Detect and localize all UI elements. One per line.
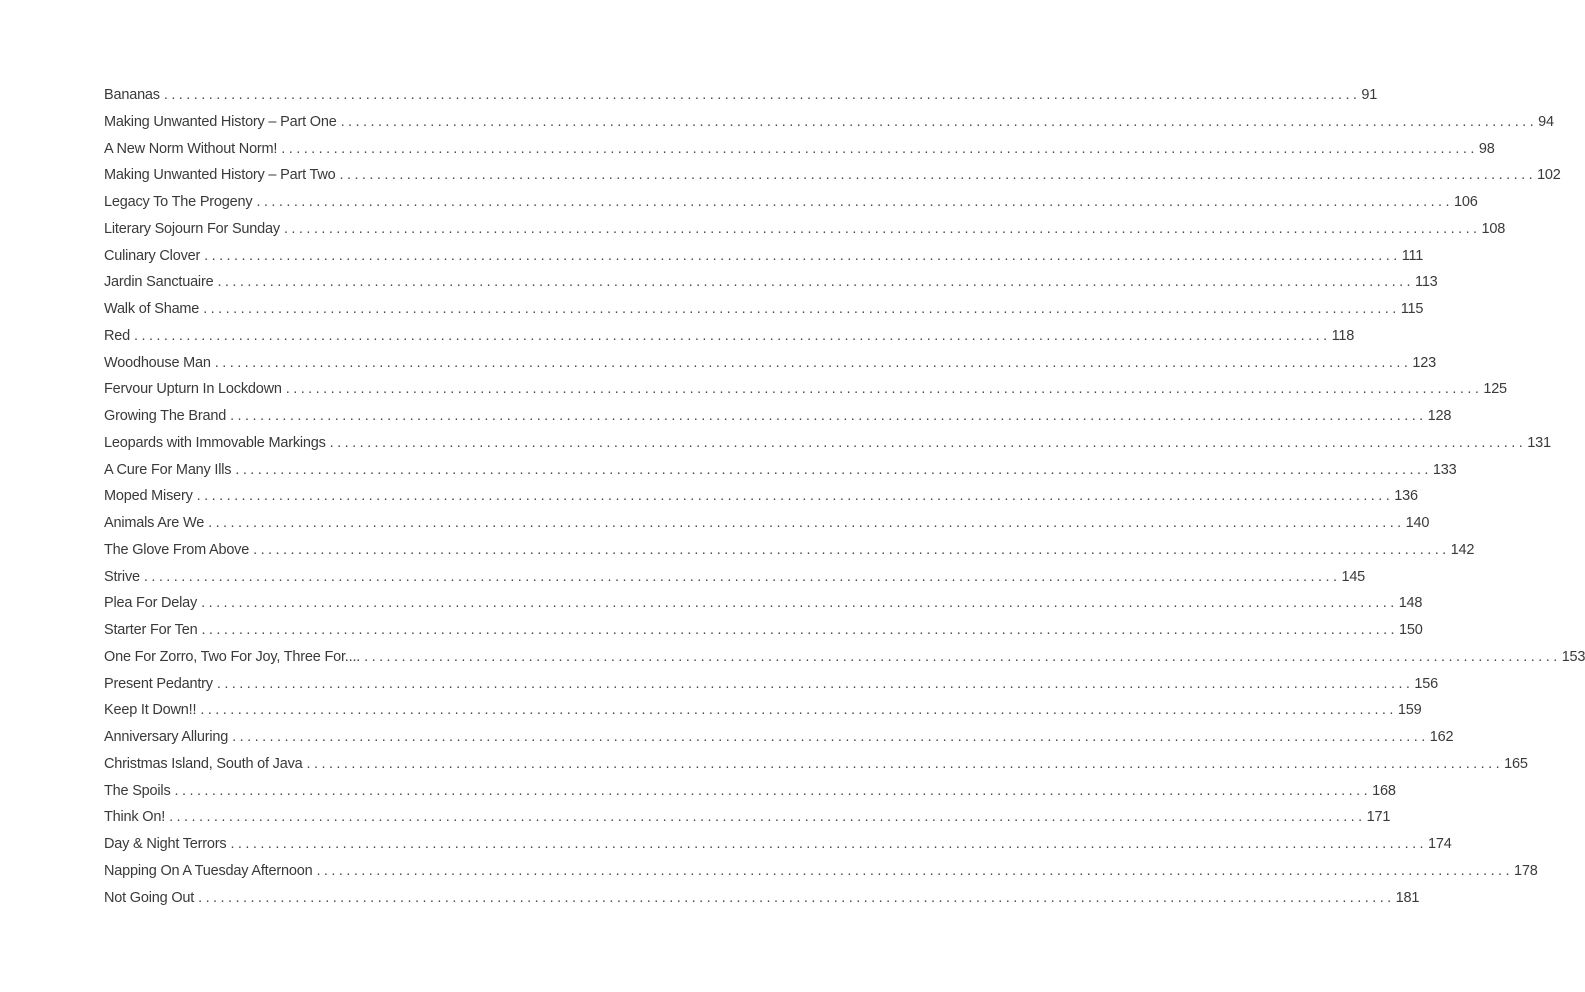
toc-entry-title: Walk of Shame [104,301,200,317]
toc-entry-page-number: 178 [1514,862,1538,879]
dot-leader: ................................................................................................................................................................ [203,301,1400,317]
toc-entry-title: Fervour Upturn In Lockdown [104,381,282,398]
dot-leader: ................................................................................................................................................................ [204,247,1401,264]
toc-entry-title: Red [104,327,130,344]
toc-entry-page-number: 153 [1561,648,1585,665]
toc-entry-page-number: 162 [1429,729,1454,745]
toc-entry-title: Christmas Island, South of Java [104,755,303,772]
toc-entry[interactable] [104,885,1420,912]
toc-entry[interactable] [104,269,1438,296]
toc-entry-title: Making Unwanted History – Part Two [104,167,336,184]
dot-leader: ................................................................................................................................................................ [134,327,1331,344]
toc-entry-page-number: 150 [1399,622,1423,638]
toc-entry-page-number: 108 [1481,220,1506,237]
toc-entry-page-number: 142 [1450,541,1475,558]
toc-entry[interactable] [104,323,1355,350]
dot-leader: ................................................................................................................................................................ [230,408,1427,424]
dot-leader: ................................................................................................................................................................ [217,274,1415,291]
dot-leader: ................................................................................................................................................................ [196,488,1394,505]
toc-entry[interactable] [104,136,1495,163]
dot-leader: ................................................................................................................................................................ [201,595,1398,612]
toc-entry[interactable] [104,590,1423,617]
toc-entry-page-number: 98 [1478,140,1495,157]
table-of-contents [104,82,1585,911]
toc-entry[interactable] [104,109,1554,136]
dot-leader: ................................................................................................................................................................ [253,541,1450,558]
toc-entry-page-number: 115 [1400,301,1424,317]
dot-leader: ................................................................................................................................................................ [316,862,1514,879]
toc-entry-page-number: 136 [1394,488,1418,505]
toc-entry-title: Moped Misery [104,488,193,505]
toc-entry-page-number: 123 [1412,354,1436,371]
dot-leader: ................................................................................................................................................................ [281,140,1478,157]
toc-entry-page-number: 102 [1537,167,1561,184]
dot-leader: ................................................................................................................................................................ [163,87,1361,103]
toc-entry-title: Culinary Clover [104,247,201,264]
dot-leader: ................................................................................................................................................................ [329,434,1527,451]
toc-entry[interactable] [104,189,1478,216]
dot-leader: ................................................................................................................................................................ [200,702,1397,719]
toc-entry-title: Bananas [104,87,160,103]
toc-entry-page-number: 145 [1341,568,1366,585]
toc-entry-page-number: 128 [1427,408,1452,424]
toc-entry-title: Jardin Sanctuaire [104,274,214,291]
toc-entry[interactable] [104,804,1391,831]
toc-entry[interactable] [104,483,1418,510]
toc-entry-page-number: 91 [1361,87,1378,103]
toc-entry[interactable] [104,537,1475,564]
toc-entry-page-number: 165 [1504,755,1528,772]
toc-entry-title: Legacy To The Progeny [104,194,253,210]
dot-leader: ................................................................................................................................................................ [232,729,1429,745]
toc-entry-title: The Glove From Above [104,541,250,558]
toc-entry-title: Making Unwanted History – Part One [104,113,337,130]
toc-entry[interactable] [104,751,1528,778]
toc-entry-page-number: 131 [1527,434,1551,451]
toc-entry-title: Woodhouse Man [104,354,211,371]
toc-entry[interactable] [104,671,1439,698]
toc-entry-page-number: 174 [1428,836,1452,852]
toc-entry-page-number: 106 [1454,194,1478,210]
toc-entry[interactable] [104,697,1422,724]
toc-entry-page-number: 118 [1331,327,1355,344]
toc-entry-title: Plea For Delay [104,595,198,612]
toc-entry-page-number: 168 [1372,782,1396,799]
toc-entry[interactable] [104,162,1561,189]
toc-entry-title: Not Going Out [104,889,195,906]
toc-entry[interactable] [104,858,1538,885]
toc-entry-page-number: 94 [1538,113,1554,130]
toc-entry-title: Keep It Down!! [104,702,197,719]
toc-entry[interactable] [104,430,1551,457]
toc-entry-page-number: 148 [1398,595,1423,612]
dot-leader: ................................................................................................................................................................ [208,515,1405,531]
toc-entry[interactable] [104,82,1378,109]
dot-leader: ................................................................................................................................................................ [285,381,1483,398]
dot-leader: ................................................................................................................................................................ [283,220,1481,237]
dot-leader: ................................................................................................................................................................ [198,889,1395,906]
toc-entry[interactable] [104,296,1424,323]
dot-leader: ................................................................................................................................................................ [201,622,1399,638]
toc-entry[interactable] [104,216,1506,243]
toc-entry-page-number: 171 [1366,809,1391,826]
toc-entry-title: Literary Sojourn For Sunday [104,220,280,237]
toc-entry-title: Anniversary Alluring [104,729,229,745]
toc-entry-title: A Cure For Many Ills [104,461,232,478]
toc-entry-title: Present Pedantry [104,675,213,692]
toc-entry[interactable] [104,778,1396,805]
toc-entry-title: Growing The Brand [104,408,227,424]
dot-leader: ................................................................................................................................................................ [169,809,1366,826]
toc-entry[interactable] [104,243,1424,270]
toc-entry-title: Strive [104,568,140,585]
dot-leader: ................................................................................................................................................................ [339,167,1537,184]
toc-entry-title: Napping On A Tuesday Afternoon [104,862,313,879]
toc-entry-page-number: 140 [1405,515,1430,531]
dot-leader: ................................................................................................................................................................ [174,782,1372,799]
toc-entry[interactable] [104,403,1452,430]
toc-entry-page-number: 133 [1432,461,1457,478]
toc-entry-page-number: 159 [1397,702,1422,719]
toc-entry[interactable] [104,644,1585,671]
toc-entry-title: The Spoils [104,782,171,799]
toc-entry[interactable] [104,457,1457,484]
dot-leader: ................................................................................................................................................................ [214,354,1412,371]
toc-entry[interactable] [104,564,1366,591]
toc-entry-page-number: 111 [1401,247,1424,264]
dot-leader: ................................................................................................................................................................ [364,648,1561,665]
dot-leader: ................................................................................................................................................................ [306,755,1504,772]
toc-entry-page-number: 113 [1415,274,1438,291]
toc-entry-title: Day & Night Terrors [104,836,227,852]
toc-entry-title: Animals Are We [104,515,205,531]
toc-entry-page-number: 125 [1483,381,1507,398]
toc-entry-title: Leopards with Immovable Markings [104,434,326,451]
toc-entry[interactable] [104,350,1436,377]
toc-entry-title: One For Zorro, Two For Joy, Three For.... [104,648,361,665]
toc-entry-title: Starter For Ten [104,622,198,638]
toc-entry[interactable] [104,617,1423,644]
toc-entry[interactable] [104,376,1507,403]
toc-entry[interactable] [104,510,1430,537]
toc-entry-page-number: 181 [1395,889,1420,906]
toc-entry-page-number: 156 [1414,675,1439,692]
dot-leader: ................................................................................................................................................................ [256,194,1454,210]
toc-entry[interactable] [104,724,1454,751]
toc-entry[interactable] [104,831,1452,858]
toc-entry-title: Think On! [104,809,166,826]
dot-leader: ................................................................................................................................................................ [340,113,1538,130]
dot-leader: ................................................................................................................................................................ [235,461,1432,478]
dot-leader: ................................................................................................................................................................ [216,675,1414,692]
dot-leader: ................................................................................................................................................................ [143,568,1341,585]
dot-leader: ................................................................................................................................................................ [230,836,1428,852]
toc-entry-title: A New Norm Without Norm! [104,140,278,157]
